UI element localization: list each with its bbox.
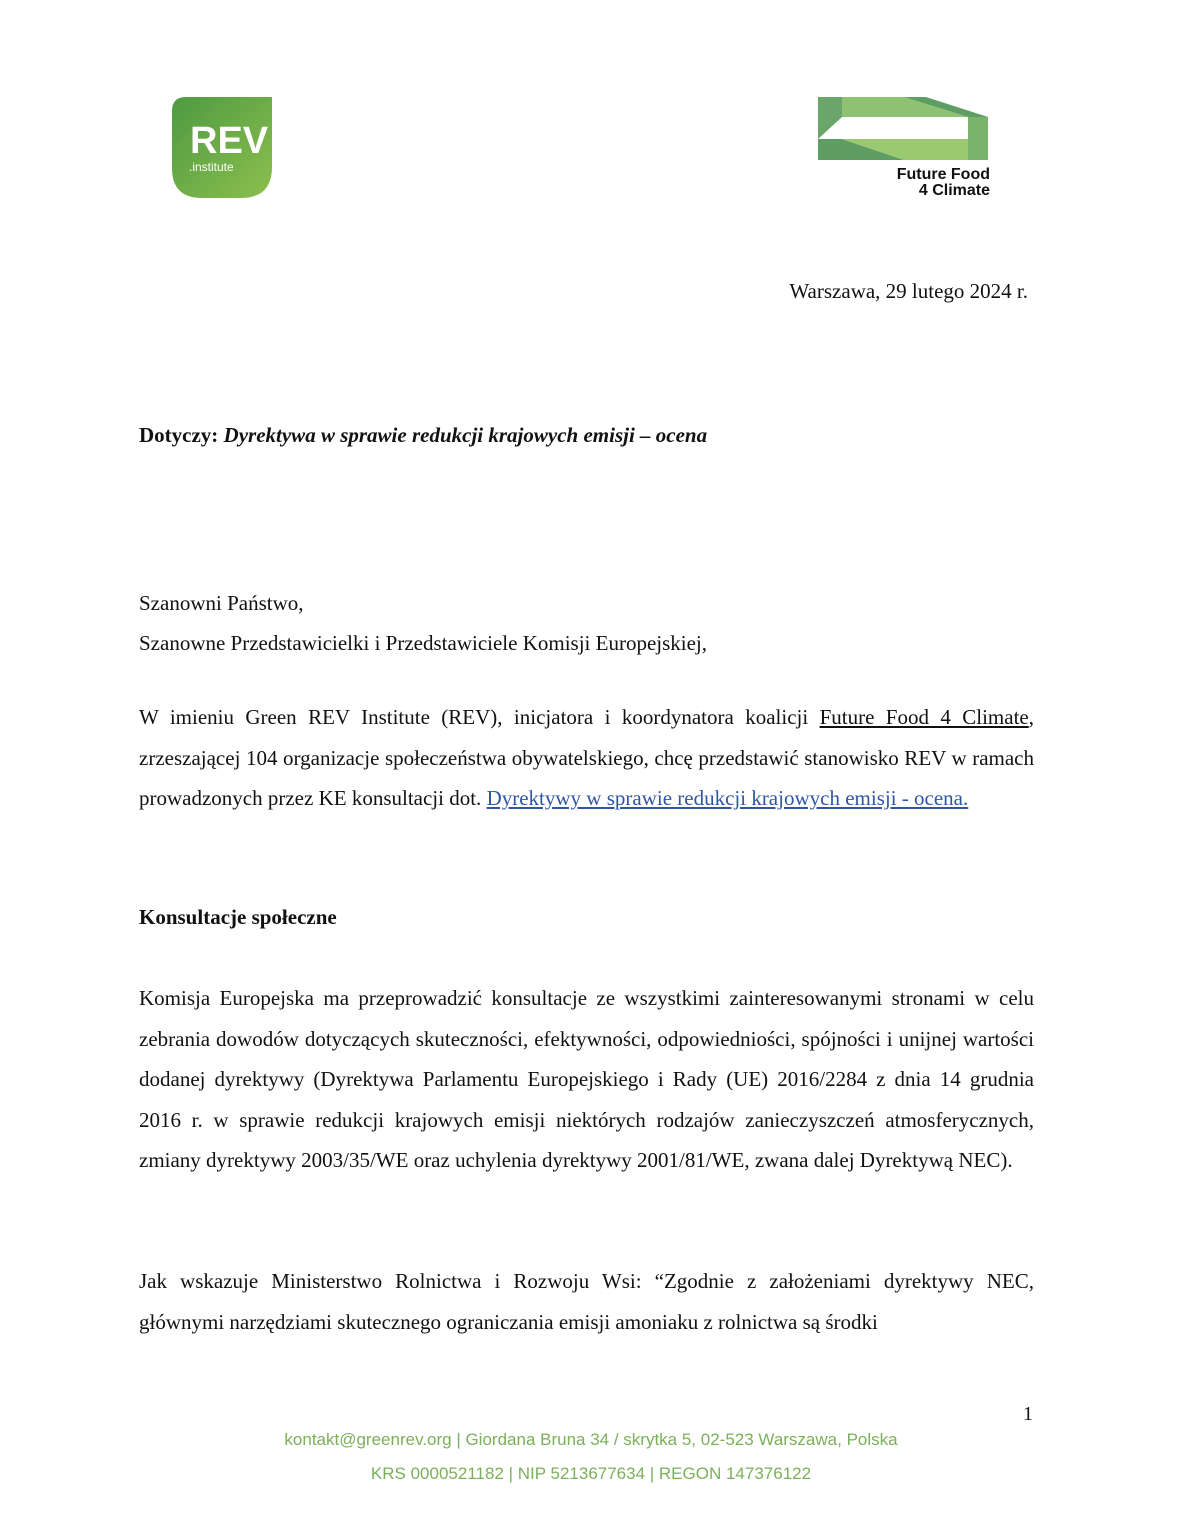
ministry-quote-paragraph [139,1261,1034,1342]
ff4c-logo-line2: 4 Climate [918,182,990,199]
intro-text-2: , zrzeszającej 104 organizacje społeczeństwa obywatelskiego, chcę przedstawić stanowisko REV w ramach prowadzonych przez KE konsultacji dot. [139,705,1034,810]
directive-consultation-link[interactable]: Dyrektywy w sprawie redukcji krajowych emisji - ocena. [486,786,969,810]
future-food-4-climate-logo [818,97,990,201]
rev-logo-sub-text: .institute [189,160,234,174]
intro-text-1: W imieniu Green REV Institute (REV), inicjatora i koordynatora koalicji [139,705,820,729]
section-heading-consultations: Konsultacje społeczne [139,905,337,929]
letter-date: Warszawa, 29 lutego 2024 r. [789,279,1028,303]
page-number: 1 [1023,1403,1033,1425]
consultation-paragraph: Komisja Europejska ma przeprowadzić konsultacje ze wszystkimi zainteresowanymi stronami w celu zebrania dowodów dotyczących skuteczności, efektywności, odpowiedniości, spójności i unijnej wartości dodanej dyrektywy (Dyrektywa Parlamentu Europejskiego i Rady (UE) 2016/2284 z dnia 14 grudnia 2016 r. w sprawie redukcji krajowych emisji niektórych rodzajów zanieczyszczeń atmosferycznych, zmiany dyrektywy 2003/35/WE oraz uchylenia dyrektywy 2001/81/WE, zwana dalej Dyrektywą NEC). [139,986,1034,1172]
ministry-quote-line-2: głównymi narzędziami skutecznego ograniczania emisji amoniaku z rolnictwa są środki [139,1309,878,1334]
rev-institute-logo [172,97,272,198]
ff4c-ribbon-icon [818,97,990,163]
rev-logo-main-text: REV [190,120,269,162]
footer-registry-line: KRS 0000521182 | NIP 5213677634 | REGON 147376122 [370,1464,812,1483]
footer-contact-line: kontakt@greenrev.org | Giordana Bruna 34 / skrytka 5, 02-523 Warszawa, Polska [284,1430,898,1449]
salutation-line-1: Szanowni Państwo, [139,591,304,615]
intro-paragraph [139,697,1034,819]
subject-label: Dotyczy: [139,423,219,447]
ministry-quote-line-1: Jak wskazuje Ministerstwo Rolnictwa i Rozwoju Wsi: “Zgodnie z założeniami dyrektywy NEC, [139,1269,1034,1293]
letter-subject [139,423,707,448]
salutation [139,583,707,663]
subject-text: Dyrektywa w sprawie redukcji krajowych emisji – ocena [223,423,708,447]
future-food-4-climate-link[interactable]: Future Food 4 Climate [819,705,1029,729]
ff4c-logo-line1: Future Food [896,166,990,183]
salutation-line-2: Szanowne Przedstawicielki i Przedstawiciele Komisji Europejskiej, [139,631,708,655]
